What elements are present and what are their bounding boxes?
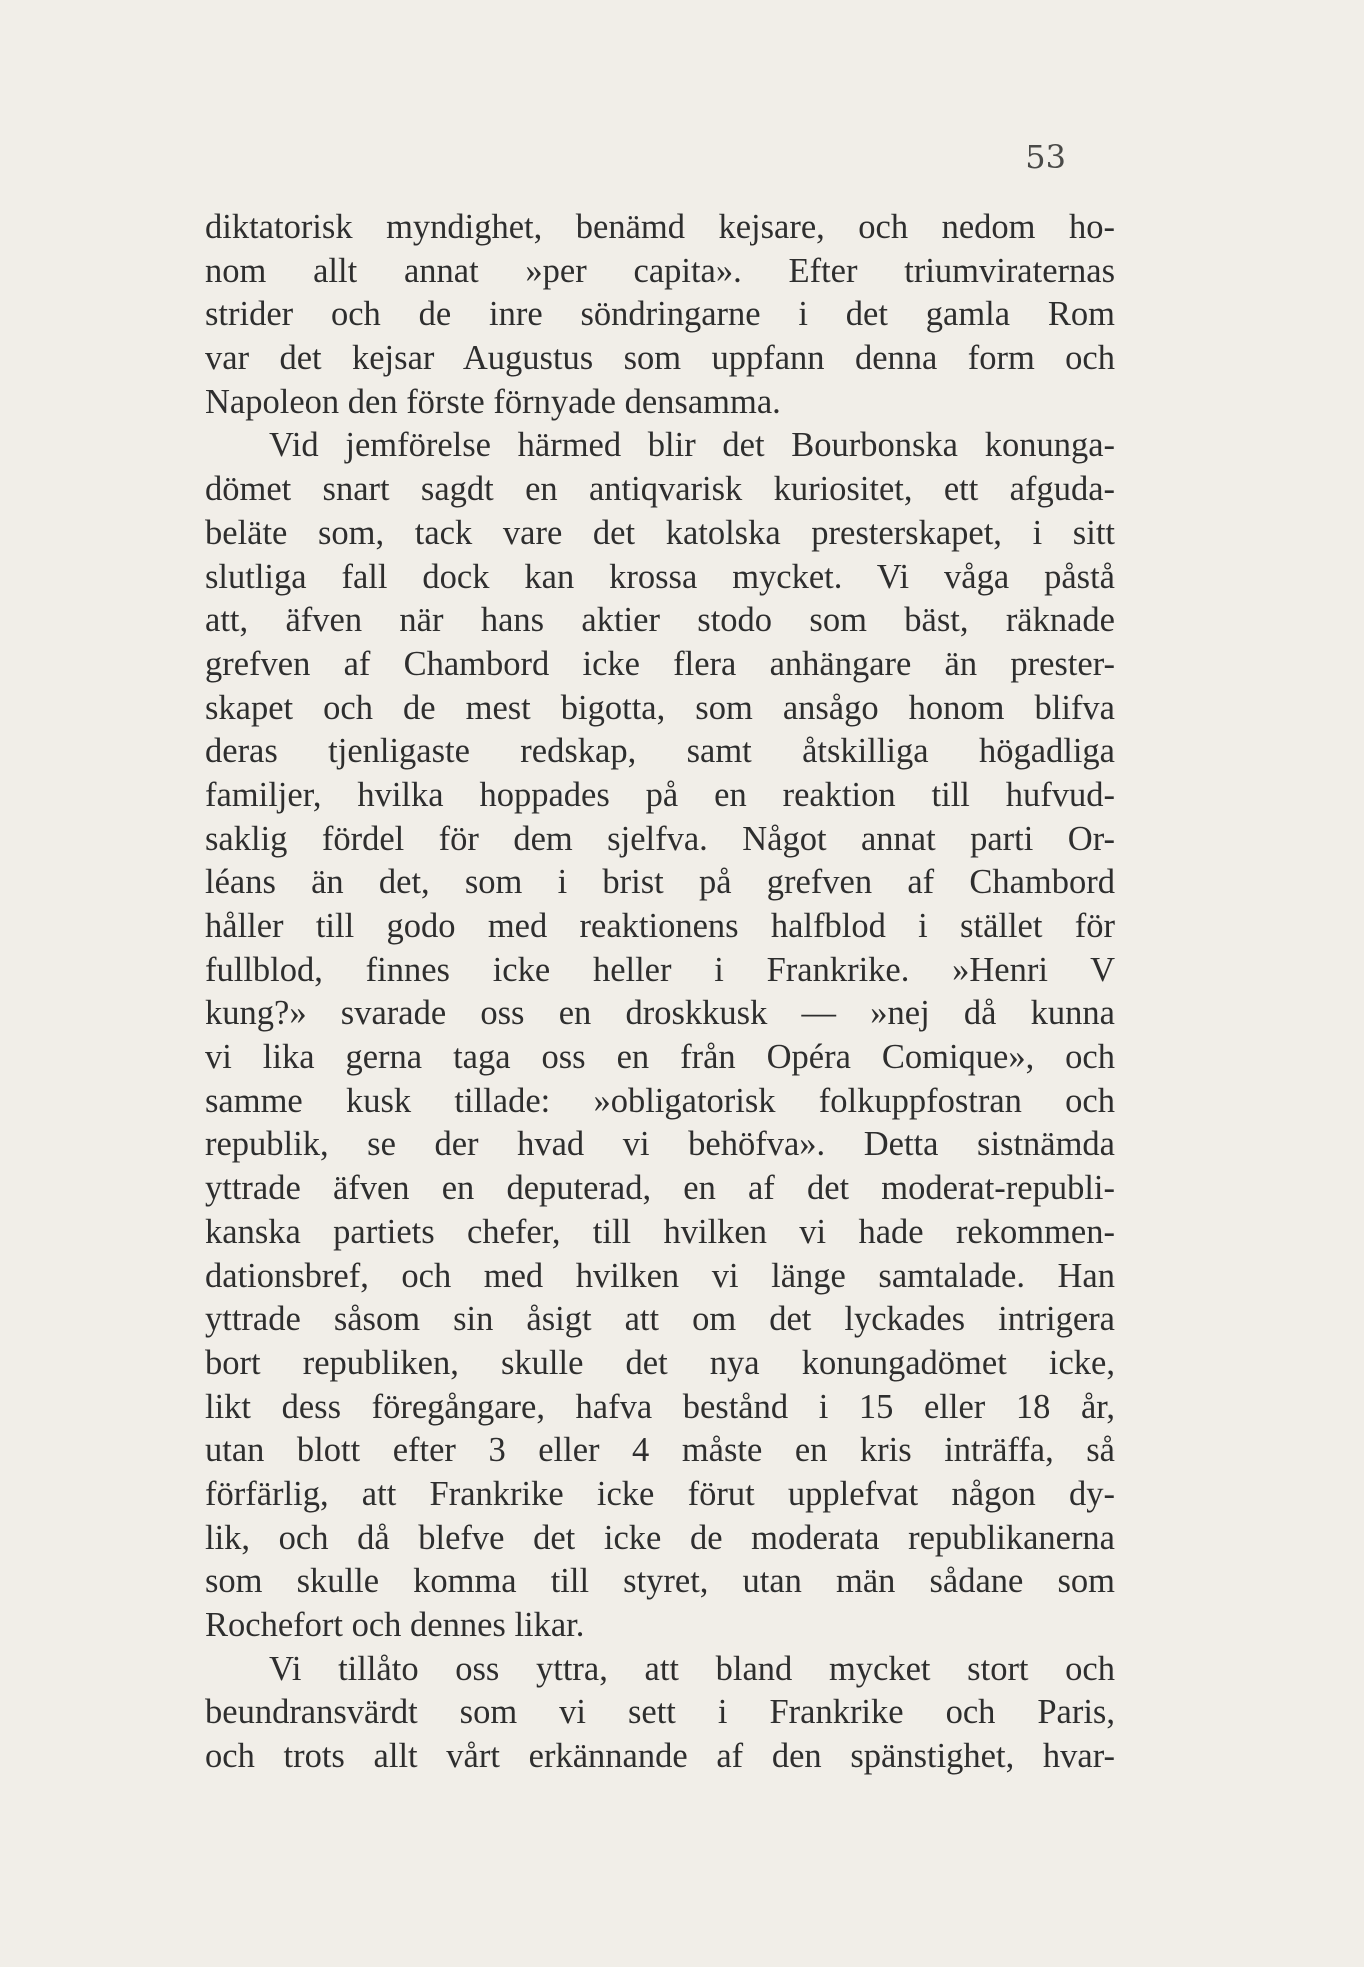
text-line: familjer, hvilka hoppades på en reaktion till hufvud- <box>205 775 1115 814</box>
text-line: Vid jemförelse härmed blir det Bourbonska konunga- <box>269 426 1115 465</box>
text-line: vi lika gerna taga oss en från Opéra Comique», och <box>205 1038 1115 1077</box>
text-line: var det kejsar Augustus som uppfann denna form och <box>205 339 1115 378</box>
text-line: saklig fördel för dem sjelfva. Något annat parti Or- <box>205 819 1115 858</box>
text-line: yttrade äfven en deputerad, en af det moderat-republi- <box>205 1169 1115 1208</box>
text-line: Napoleon den förste förnyade densamma. <box>205 382 781 421</box>
text-line: dationsbref, och med hvilken vi länge samtalade. Han <box>205 1256 1115 1295</box>
text-line: samme kusk tillade: »obligatorisk folkuppfostran och <box>205 1081 1115 1120</box>
text-line: kung?» svarade oss en droskkusk — »nej då kunna <box>205 994 1115 1033</box>
text-line: skapet och de mest bigotta, som ansågo honom blifva <box>205 688 1115 727</box>
text-line: strider och de inre söndringarne i det gamla Rom <box>205 295 1115 334</box>
text-line: likt dess föregångare, hafva bestånd i 15 eller 18 år, <box>205 1387 1115 1426</box>
text-line: lik, och då blefve det icke de moderata republikanerna <box>205 1518 1115 1557</box>
text-line: deras tjenligaste redskap, samt åtskilliga högadliga <box>205 732 1115 771</box>
text-line: nom allt annat »per capita». Efter triumviraternas <box>205 251 1115 290</box>
text-line: beundransvärdt som vi sett i Frankrike och Paris, <box>205 1693 1115 1732</box>
body-text <box>205 206 1115 1779</box>
text-line: fullblod, finnes icke heller i Frankrike. »Henri V <box>205 950 1115 989</box>
text-line: kanska partiets chefer, till hvilken vi hade rekommen- <box>205 1212 1115 1251</box>
text-line: republik, se der hvad vi behöfva». Detta sistnämda <box>205 1125 1115 1164</box>
text-line: dömet snart sagdt en antiqvarisk kuriositet, ett afguda- <box>205 470 1115 509</box>
text-line: förfärlig, att Frankrike icke förut upplefvat någon dy- <box>205 1474 1115 1513</box>
text-line: léans än det, som i brist på grefven af Chambord <box>205 863 1115 902</box>
text-line: beläte som, tack vare det katolska presterskapet, i sitt <box>205 513 1115 552</box>
text-line: och trots allt vårt erkännande af den spänstighet, hvar- <box>205 1737 1115 1776</box>
text-line: yttrade såsom sin åsigt att om det lyckades intrigera <box>205 1300 1115 1339</box>
text-line: Rochefort och dennes likar. <box>205 1606 585 1644</box>
text-line: utan blott efter 3 eller 4 måste en kris inträffa, så <box>205 1431 1115 1470</box>
text-line: att, äfven när hans aktier stodo som bäst, räknade <box>205 601 1115 640</box>
text-line: som skulle komma till styret, utan män sådane som <box>205 1562 1115 1601</box>
text-line: bort republiken, skulle det nya konungadömet icke, <box>205 1343 1115 1382</box>
text-line: diktatorisk myndighet, benämd kejsare, och nedom ho- <box>205 208 1115 246</box>
page-number: 53 <box>1025 138 1066 176</box>
text-line: grefven af Chambord icke flera anhängare än prester- <box>205 644 1115 683</box>
text-line: Vi tillåto oss yttra, att bland mycket stort och <box>269 1649 1115 1688</box>
text-line: slutliga fall dock kan krossa mycket. Vi våga påstå <box>205 557 1115 596</box>
text-line: håller till godo med reaktionens halfblod i stället för <box>205 907 1115 945</box>
